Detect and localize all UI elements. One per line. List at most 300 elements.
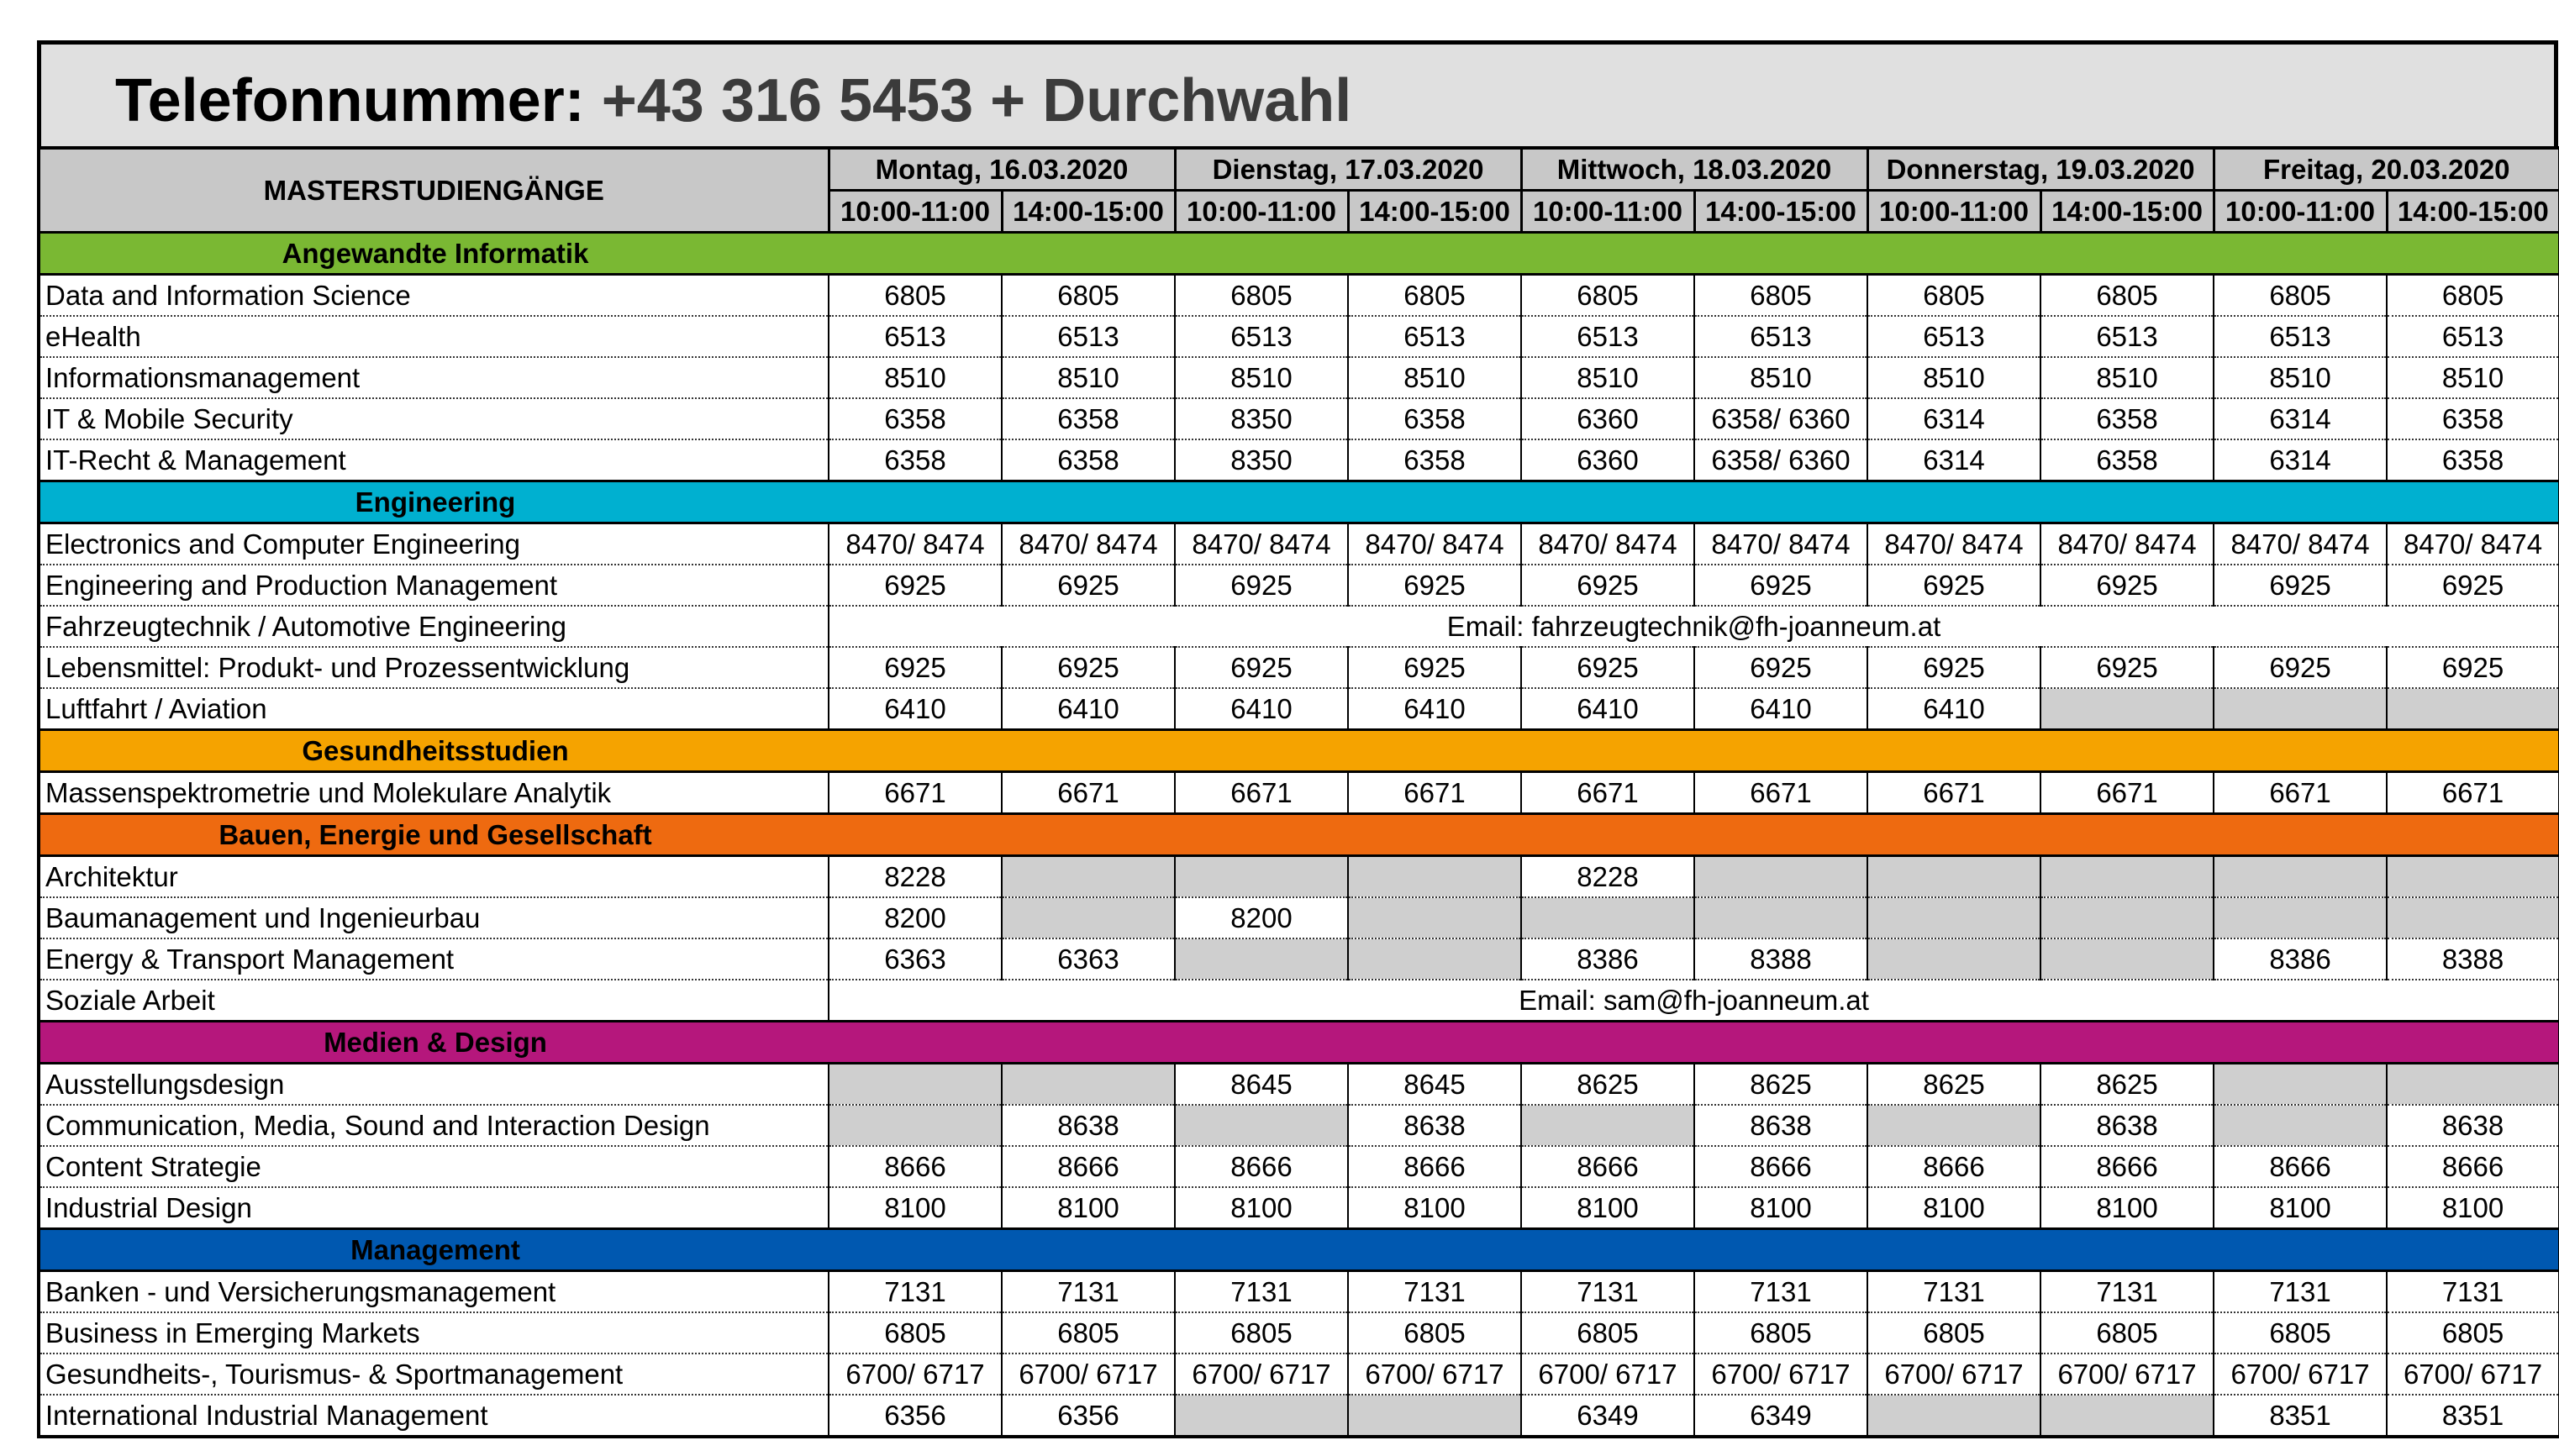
- extension-cell: 6410: [829, 688, 1002, 730]
- extension-cell: 6358/ 6360: [1694, 439, 1867, 481]
- extension-cell: 8638: [1694, 1105, 1867, 1146]
- table-row: [39, 316, 2559, 357]
- extension-cell: 6363: [1002, 938, 1175, 980]
- extension-cell: 6805: [829, 1312, 1002, 1354]
- extension-cell: 6805: [2387, 1312, 2559, 1354]
- extension-cell: 6805: [1348, 1312, 1521, 1354]
- table-row: [39, 275, 2559, 317]
- extension-cell: 6314: [1867, 398, 2040, 439]
- extension-cell: 6700/ 6717: [1867, 1354, 2040, 1395]
- extension-cell: 6805: [1867, 275, 2040, 317]
- program-name: Informationsmanagement: [39, 357, 829, 398]
- extension-cell: 8100: [829, 1187, 1002, 1229]
- extension-cell: 7131: [1694, 1271, 1867, 1313]
- extension-cell: 6513: [2387, 316, 2559, 357]
- extension-cell: 6925: [1175, 565, 1348, 606]
- table-row: [39, 357, 2559, 398]
- program-name: Industrial Design: [39, 1187, 829, 1229]
- extension-cell: 6358: [2387, 439, 2559, 481]
- extension-cell: 8666: [2214, 1146, 2387, 1187]
- extension-cell: 6356: [1002, 1395, 1175, 1437]
- extension-cell: 6513: [829, 316, 1002, 357]
- extension-cell: 8666: [2040, 1146, 2214, 1187]
- table-row: [39, 1395, 2559, 1437]
- extension-cell: 6314: [2214, 439, 2387, 481]
- table-row: [39, 523, 2559, 565]
- extension-cell: 6314: [2214, 398, 2387, 439]
- extension-cell: 6358/ 6360: [1694, 398, 1867, 439]
- extension-cell: 6410: [1002, 688, 1175, 730]
- extension-cell: 6671: [2040, 772, 2214, 814]
- extension-cell: 6925: [1694, 647, 1867, 688]
- table-row: [39, 688, 2559, 730]
- extension-cell: 8100: [1175, 1187, 1348, 1229]
- unavailable-cell: [829, 1105, 1002, 1146]
- section-header-cell: [39, 481, 2559, 523]
- extension-cell: 6671: [2214, 772, 2387, 814]
- header-slot: 14:00-15:00: [1002, 191, 1175, 233]
- extension-cell: 8625: [1867, 1064, 2040, 1106]
- extension-cell: 8645: [1175, 1064, 1348, 1106]
- table-row: [39, 606, 2559, 647]
- title-number: +43 316 5453 + Durchwahl: [601, 67, 1352, 134]
- header-slot: 14:00-15:00: [1348, 191, 1521, 233]
- extension-cell: 6805: [1175, 1312, 1348, 1354]
- extension-cell: 6671: [1694, 772, 1867, 814]
- extension-cell: 6358: [1002, 439, 1175, 481]
- extension-cell: 6925: [2040, 647, 2214, 688]
- extension-cell: 6513: [1867, 316, 2040, 357]
- section-title: Medien & Design: [324, 1027, 547, 1058]
- extension-cell: 7131: [829, 1271, 1002, 1313]
- extension-cell: 8470/ 8474: [2040, 523, 2214, 565]
- extension-cell: 6700/ 6717: [2040, 1354, 2214, 1395]
- extension-cell: 7131: [2214, 1271, 2387, 1313]
- table-row: [39, 897, 2559, 938]
- header-day: Montag, 16.03.2020: [829, 148, 1175, 191]
- unavailable-cell: [2214, 856, 2387, 898]
- unavailable-cell: [2040, 688, 2214, 730]
- unavailable-cell: [1694, 897, 1867, 938]
- program-name: Engineering and Production Management: [39, 565, 829, 606]
- extension-cell: 8100: [1348, 1187, 1521, 1229]
- table-row: [39, 772, 2559, 814]
- extension-cell: 6358: [1002, 398, 1175, 439]
- extension-cell: 6925: [829, 565, 1002, 606]
- program-name: Lebensmittel: Produkt- und Prozessentwicklung: [39, 647, 829, 688]
- section-header-row: [39, 1229, 2559, 1271]
- extension-cell: 8666: [1175, 1146, 1348, 1187]
- extension-cell: 6805: [1002, 1312, 1175, 1354]
- extension-cell: 8100: [2040, 1187, 2214, 1229]
- section-header-row: [39, 1022, 2559, 1064]
- header-slot: 10:00-11:00: [1175, 191, 1348, 233]
- extension-cell: 6671: [1175, 772, 1348, 814]
- section-header-cell: [39, 233, 2559, 275]
- table-row: [39, 980, 2559, 1022]
- extension-cell: 6925: [1521, 565, 1694, 606]
- section-header-row: [39, 233, 2559, 275]
- header-slot: 10:00-11:00: [829, 191, 1002, 233]
- extension-cell: 6410: [1694, 688, 1867, 730]
- program-name: eHealth: [39, 316, 829, 357]
- extension-cell: 6671: [829, 772, 1002, 814]
- program-name: Data and Information Science: [39, 275, 829, 317]
- table-row: [39, 398, 2559, 439]
- extension-cell: 8666: [2387, 1146, 2559, 1187]
- extension-cell: 8510: [1867, 357, 2040, 398]
- unavailable-cell: [829, 1064, 1002, 1106]
- extension-cell: 8666: [1348, 1146, 1521, 1187]
- section-title: Angewandte Informatik: [282, 238, 589, 269]
- unavailable-cell: [1867, 856, 2040, 898]
- extension-cell: 6925: [1867, 647, 2040, 688]
- header-slot: 10:00-11:00: [2214, 191, 2387, 233]
- extension-cell: 7131: [1521, 1271, 1694, 1313]
- extension-cell: 7131: [1002, 1271, 1175, 1313]
- extension-cell: 6805: [1694, 275, 1867, 317]
- extension-cell: 6805: [1867, 1312, 2040, 1354]
- unavailable-cell: [2387, 1064, 2559, 1106]
- extension-cell: 6925: [1175, 647, 1348, 688]
- table-row: [39, 1064, 2559, 1106]
- program-name: IT-Recht & Management: [39, 439, 829, 481]
- extension-cell: 6314: [1867, 439, 2040, 481]
- program-name: IT & Mobile Security: [39, 398, 829, 439]
- unavailable-cell: [1002, 1064, 1175, 1106]
- extension-cell: 8228: [1521, 856, 1694, 898]
- extension-cell: 8510: [1175, 357, 1348, 398]
- extension-cell: 8228: [829, 856, 1002, 898]
- extension-cell: 6358: [829, 398, 1002, 439]
- extension-cell: 6805: [1175, 275, 1348, 317]
- extension-cell: 6700/ 6717: [1002, 1354, 1175, 1395]
- section-header-row: [39, 730, 2559, 772]
- extension-cell: 6671: [1867, 772, 2040, 814]
- extension-cell: 8638: [2387, 1105, 2559, 1146]
- section-header-cell: [39, 814, 2559, 856]
- header-program-column: MASTERSTUDIENGÄNGE: [39, 148, 829, 233]
- unavailable-cell: [2040, 938, 2214, 980]
- extension-cell: 6349: [1521, 1395, 1694, 1437]
- extension-cell: 6513: [1348, 316, 1521, 357]
- header-slot: 14:00-15:00: [2387, 191, 2559, 233]
- extension-cell: 7131: [2387, 1271, 2559, 1313]
- extension-cell: 6925: [2214, 647, 2387, 688]
- extension-cell: 8510: [829, 357, 1002, 398]
- extension-cell: 8351: [2214, 1395, 2387, 1437]
- unavailable-cell: [2214, 1064, 2387, 1106]
- extension-cell: 8625: [1521, 1064, 1694, 1106]
- section-header-cell: [39, 730, 2559, 772]
- extension-cell: 8510: [1521, 357, 1694, 398]
- extension-cell: 8666: [1694, 1146, 1867, 1187]
- unavailable-cell: [2040, 1395, 2214, 1437]
- section-title: Engineering: [355, 486, 516, 518]
- extension-cell: 6925: [1348, 565, 1521, 606]
- extension-cell: 6700/ 6717: [1694, 1354, 1867, 1395]
- table-row: [39, 856, 2559, 898]
- extension-cell: 8510: [2387, 357, 2559, 398]
- extension-cell: 6805: [2040, 275, 2214, 317]
- extension-cell: 6513: [1175, 316, 1348, 357]
- extension-cell: 6925: [829, 647, 1002, 688]
- extension-cell: 6700/ 6717: [829, 1354, 1002, 1395]
- extension-cell: 8625: [1694, 1064, 1867, 1106]
- unavailable-cell: [1867, 897, 2040, 938]
- program-name: Communication, Media, Sound and Interaction Design: [39, 1105, 829, 1146]
- extension-cell: 6671: [1348, 772, 1521, 814]
- extension-cell: 6360: [1521, 398, 1694, 439]
- extension-cell: 6925: [2040, 565, 2214, 606]
- extension-cell: 6925: [2214, 565, 2387, 606]
- section-title: Management: [350, 1234, 520, 1265]
- extension-cell: 6805: [1521, 275, 1694, 317]
- table-row: [39, 1105, 2559, 1146]
- extension-cell: 6671: [1521, 772, 1694, 814]
- unavailable-cell: [1348, 938, 1521, 980]
- unavailable-cell: [2387, 897, 2559, 938]
- extension-cell: 6513: [1694, 316, 1867, 357]
- unavailable-cell: [2214, 897, 2387, 938]
- program-name: Energy & Transport Management: [39, 938, 829, 980]
- program-name: Ausstellungsdesign: [39, 1064, 829, 1106]
- unavailable-cell: [1348, 897, 1521, 938]
- unavailable-cell: [1175, 938, 1348, 980]
- extension-cell: 8470/ 8474: [1175, 523, 1348, 565]
- program-name: Massenspektrometrie und Molekulare Analytik: [39, 772, 829, 814]
- unavailable-cell: [2214, 688, 2387, 730]
- extension-cell: 8510: [2214, 357, 2387, 398]
- title-label: Telefonnummer:: [115, 67, 585, 134]
- program-name: Soziale Arbeit: [39, 980, 829, 1022]
- unavailable-cell: [1694, 856, 1867, 898]
- table-row: [39, 938, 2559, 980]
- extension-cell: 8510: [1002, 357, 1175, 398]
- extension-cell: 8470/ 8474: [1348, 523, 1521, 565]
- extension-cell: 6925: [1348, 647, 1521, 688]
- table-row: [39, 1187, 2559, 1229]
- extension-cell: 6925: [1694, 565, 1867, 606]
- extension-cell: 6410: [1175, 688, 1348, 730]
- extension-cell: 6358: [829, 439, 1002, 481]
- table-row: [39, 647, 2559, 688]
- extension-cell: 8666: [829, 1146, 1002, 1187]
- unavailable-cell: [1002, 897, 1175, 938]
- program-name: Business in Emerging Markets: [39, 1312, 829, 1354]
- extension-cell: 8350: [1175, 398, 1348, 439]
- unavailable-cell: [2214, 1105, 2387, 1146]
- extension-cell: 6925: [2387, 647, 2559, 688]
- extension-cell: 6349: [1694, 1395, 1867, 1437]
- contact-email: Email: sam@fh-joanneum.at: [829, 980, 2559, 1022]
- program-name: Fahrzeugtechnik / Automotive Engineering: [39, 606, 829, 647]
- section-header-row: [39, 814, 2559, 856]
- extension-cell: 8510: [1348, 357, 1521, 398]
- extension-cell: 8638: [1002, 1105, 1175, 1146]
- section-header-cell: [39, 1229, 2559, 1271]
- extension-cell: 7131: [1175, 1271, 1348, 1313]
- program-name: Banken - und Versicherungsmanagement: [39, 1271, 829, 1313]
- extension-cell: 8386: [1521, 938, 1694, 980]
- extension-cell: 8350: [1175, 439, 1348, 481]
- extension-cell: 6513: [1521, 316, 1694, 357]
- extension-cell: 6410: [1348, 688, 1521, 730]
- extension-cell: 8200: [1175, 897, 1348, 938]
- extension-cell: 6805: [829, 275, 1002, 317]
- extension-cell: 6805: [1521, 1312, 1694, 1354]
- table-row: [39, 1271, 2559, 1313]
- extension-cell: 6513: [2214, 316, 2387, 357]
- table-row: [39, 1354, 2559, 1395]
- extension-cell: 8388: [2387, 938, 2559, 980]
- header-day: Mittwoch, 18.03.2020: [1521, 148, 1867, 191]
- unavailable-cell: [1867, 1395, 2040, 1437]
- program-name: Architektur: [39, 856, 829, 898]
- extension-cell: 6671: [1002, 772, 1175, 814]
- extension-cell: 8666: [1521, 1146, 1694, 1187]
- extension-cell: 8470/ 8474: [2214, 523, 2387, 565]
- extension-cell: 8386: [2214, 938, 2387, 980]
- unavailable-cell: [2387, 688, 2559, 730]
- extension-cell: 6925: [1002, 565, 1175, 606]
- extension-cell: 6358: [2040, 439, 2214, 481]
- extension-cell: 8666: [1002, 1146, 1175, 1187]
- unavailable-cell: [1521, 897, 1694, 938]
- extension-cell: 8100: [1002, 1187, 1175, 1229]
- extension-cell: 8470/ 8474: [1867, 523, 2040, 565]
- unavailable-cell: [2040, 897, 2214, 938]
- header-day: Dienstag, 17.03.2020: [1175, 148, 1521, 191]
- unavailable-cell: [1348, 1395, 1521, 1437]
- extension-cell: 6410: [1867, 688, 2040, 730]
- extension-cell: 8100: [2387, 1187, 2559, 1229]
- table-row: [39, 439, 2559, 481]
- extension-cell: 6805: [2214, 275, 2387, 317]
- table-row: [39, 1312, 2559, 1354]
- unavailable-cell: [2040, 856, 2214, 898]
- extension-cell: 8351: [2387, 1395, 2559, 1437]
- extension-cell: 8388: [1694, 938, 1867, 980]
- program-name: Gesundheits-, Tourismus- & Sportmanagement: [39, 1354, 829, 1395]
- unavailable-cell: [1348, 856, 1521, 898]
- unavailable-cell: [1002, 856, 1175, 898]
- page-title: [115, 66, 1351, 135]
- section-header-row: [39, 481, 2559, 523]
- contact-email: Email: fahrzeugtechnik@fh-joanneum.at: [829, 606, 2559, 647]
- unavailable-cell: [1175, 1395, 1348, 1437]
- extension-cell: 8100: [1867, 1187, 2040, 1229]
- extension-cell: 6925: [1867, 565, 2040, 606]
- extension-cell: 8638: [2040, 1105, 2214, 1146]
- extension-cell: 6358: [2387, 398, 2559, 439]
- extension-cell: 6513: [1002, 316, 1175, 357]
- extension-cell: 8470/ 8474: [1694, 523, 1867, 565]
- extension-cell: 6700/ 6717: [2214, 1354, 2387, 1395]
- table-row: [39, 1146, 2559, 1187]
- extension-cell: 7131: [1867, 1271, 2040, 1313]
- extension-cell: 6410: [1521, 688, 1694, 730]
- unavailable-cell: [1867, 938, 2040, 980]
- header-slot: 14:00-15:00: [1694, 191, 1867, 233]
- extension-cell: 8100: [2214, 1187, 2387, 1229]
- extension-cell: 6358: [1348, 398, 1521, 439]
- extension-cell: 6925: [1002, 647, 1175, 688]
- extension-cell: 6805: [1002, 275, 1175, 317]
- unavailable-cell: [1867, 1105, 2040, 1146]
- program-name: Luftfahrt / Aviation: [39, 688, 829, 730]
- extension-cell: 7131: [2040, 1271, 2214, 1313]
- unavailable-cell: [1175, 856, 1348, 898]
- extension-cell: 6358: [1348, 439, 1521, 481]
- extension-cell: 8100: [1521, 1187, 1694, 1229]
- unavailable-cell: [1521, 1105, 1694, 1146]
- header-day: Donnerstag, 19.03.2020: [1867, 148, 2214, 191]
- title-banner: [37, 40, 2558, 146]
- extension-cell: 6805: [1694, 1312, 1867, 1354]
- extension-cell: 6805: [2214, 1312, 2387, 1354]
- extension-cell: 8470/ 8474: [2387, 523, 2559, 565]
- program-name: Baumanagement und Ingenieurbau: [39, 897, 829, 938]
- extension-cell: 6700/ 6717: [1521, 1354, 1694, 1395]
- table-body: [39, 233, 2559, 1438]
- program-name: International Industrial Management: [39, 1395, 829, 1437]
- extension-cell: 8470/ 8474: [1002, 523, 1175, 565]
- header-slot: 14:00-15:00: [2040, 191, 2214, 233]
- extension-cell: 8666: [1867, 1146, 2040, 1187]
- extension-cell: 8510: [2040, 357, 2214, 398]
- extension-cell: 6925: [1521, 647, 1694, 688]
- extension-cell: 6671: [2387, 772, 2559, 814]
- extension-cell: 6805: [2040, 1312, 2214, 1354]
- unavailable-cell: [2387, 856, 2559, 898]
- header-row-days: [39, 148, 2559, 191]
- extension-cell: 7131: [1348, 1271, 1521, 1313]
- section-title: Gesundheitsstudien: [302, 735, 569, 766]
- extension-cell: 8470/ 8474: [829, 523, 1002, 565]
- extension-cell: 6360: [1521, 439, 1694, 481]
- extension-cell: 8510: [1694, 357, 1867, 398]
- extension-cell: 6700/ 6717: [2387, 1354, 2559, 1395]
- extension-table: [37, 146, 2559, 1438]
- extension-cell: 6356: [829, 1395, 1002, 1437]
- extension-cell: 6925: [2387, 565, 2559, 606]
- header-day: Freitag, 20.03.2020: [2214, 148, 2559, 191]
- extension-cell: 6700/ 6717: [1348, 1354, 1521, 1395]
- header-slot: 10:00-11:00: [1521, 191, 1694, 233]
- section-title: Bauen, Energie und Gesellschaft: [219, 819, 652, 850]
- extension-cell: 6358: [2040, 398, 2214, 439]
- unavailable-cell: [1175, 1105, 1348, 1146]
- extension-cell: 8638: [1348, 1105, 1521, 1146]
- extension-cell: 6805: [2387, 275, 2559, 317]
- header-slot: 10:00-11:00: [1867, 191, 2040, 233]
- section-header-cell: [39, 1022, 2559, 1064]
- program-name: Content Strategie: [39, 1146, 829, 1187]
- phone-directory-sheet: [37, 40, 2558, 1438]
- extension-cell: 8200: [829, 897, 1002, 938]
- table-row: [39, 565, 2559, 606]
- extension-cell: 8100: [1694, 1187, 1867, 1229]
- extension-cell: 6513: [2040, 316, 2214, 357]
- extension-cell: 8625: [2040, 1064, 2214, 1106]
- extension-cell: 8470/ 8474: [1521, 523, 1694, 565]
- extension-cell: 6363: [829, 938, 1002, 980]
- extension-cell: 6805: [1348, 275, 1521, 317]
- program-name: Electronics and Computer Engineering: [39, 523, 829, 565]
- extension-cell: 6700/ 6717: [1175, 1354, 1348, 1395]
- extension-cell: 8645: [1348, 1064, 1521, 1106]
